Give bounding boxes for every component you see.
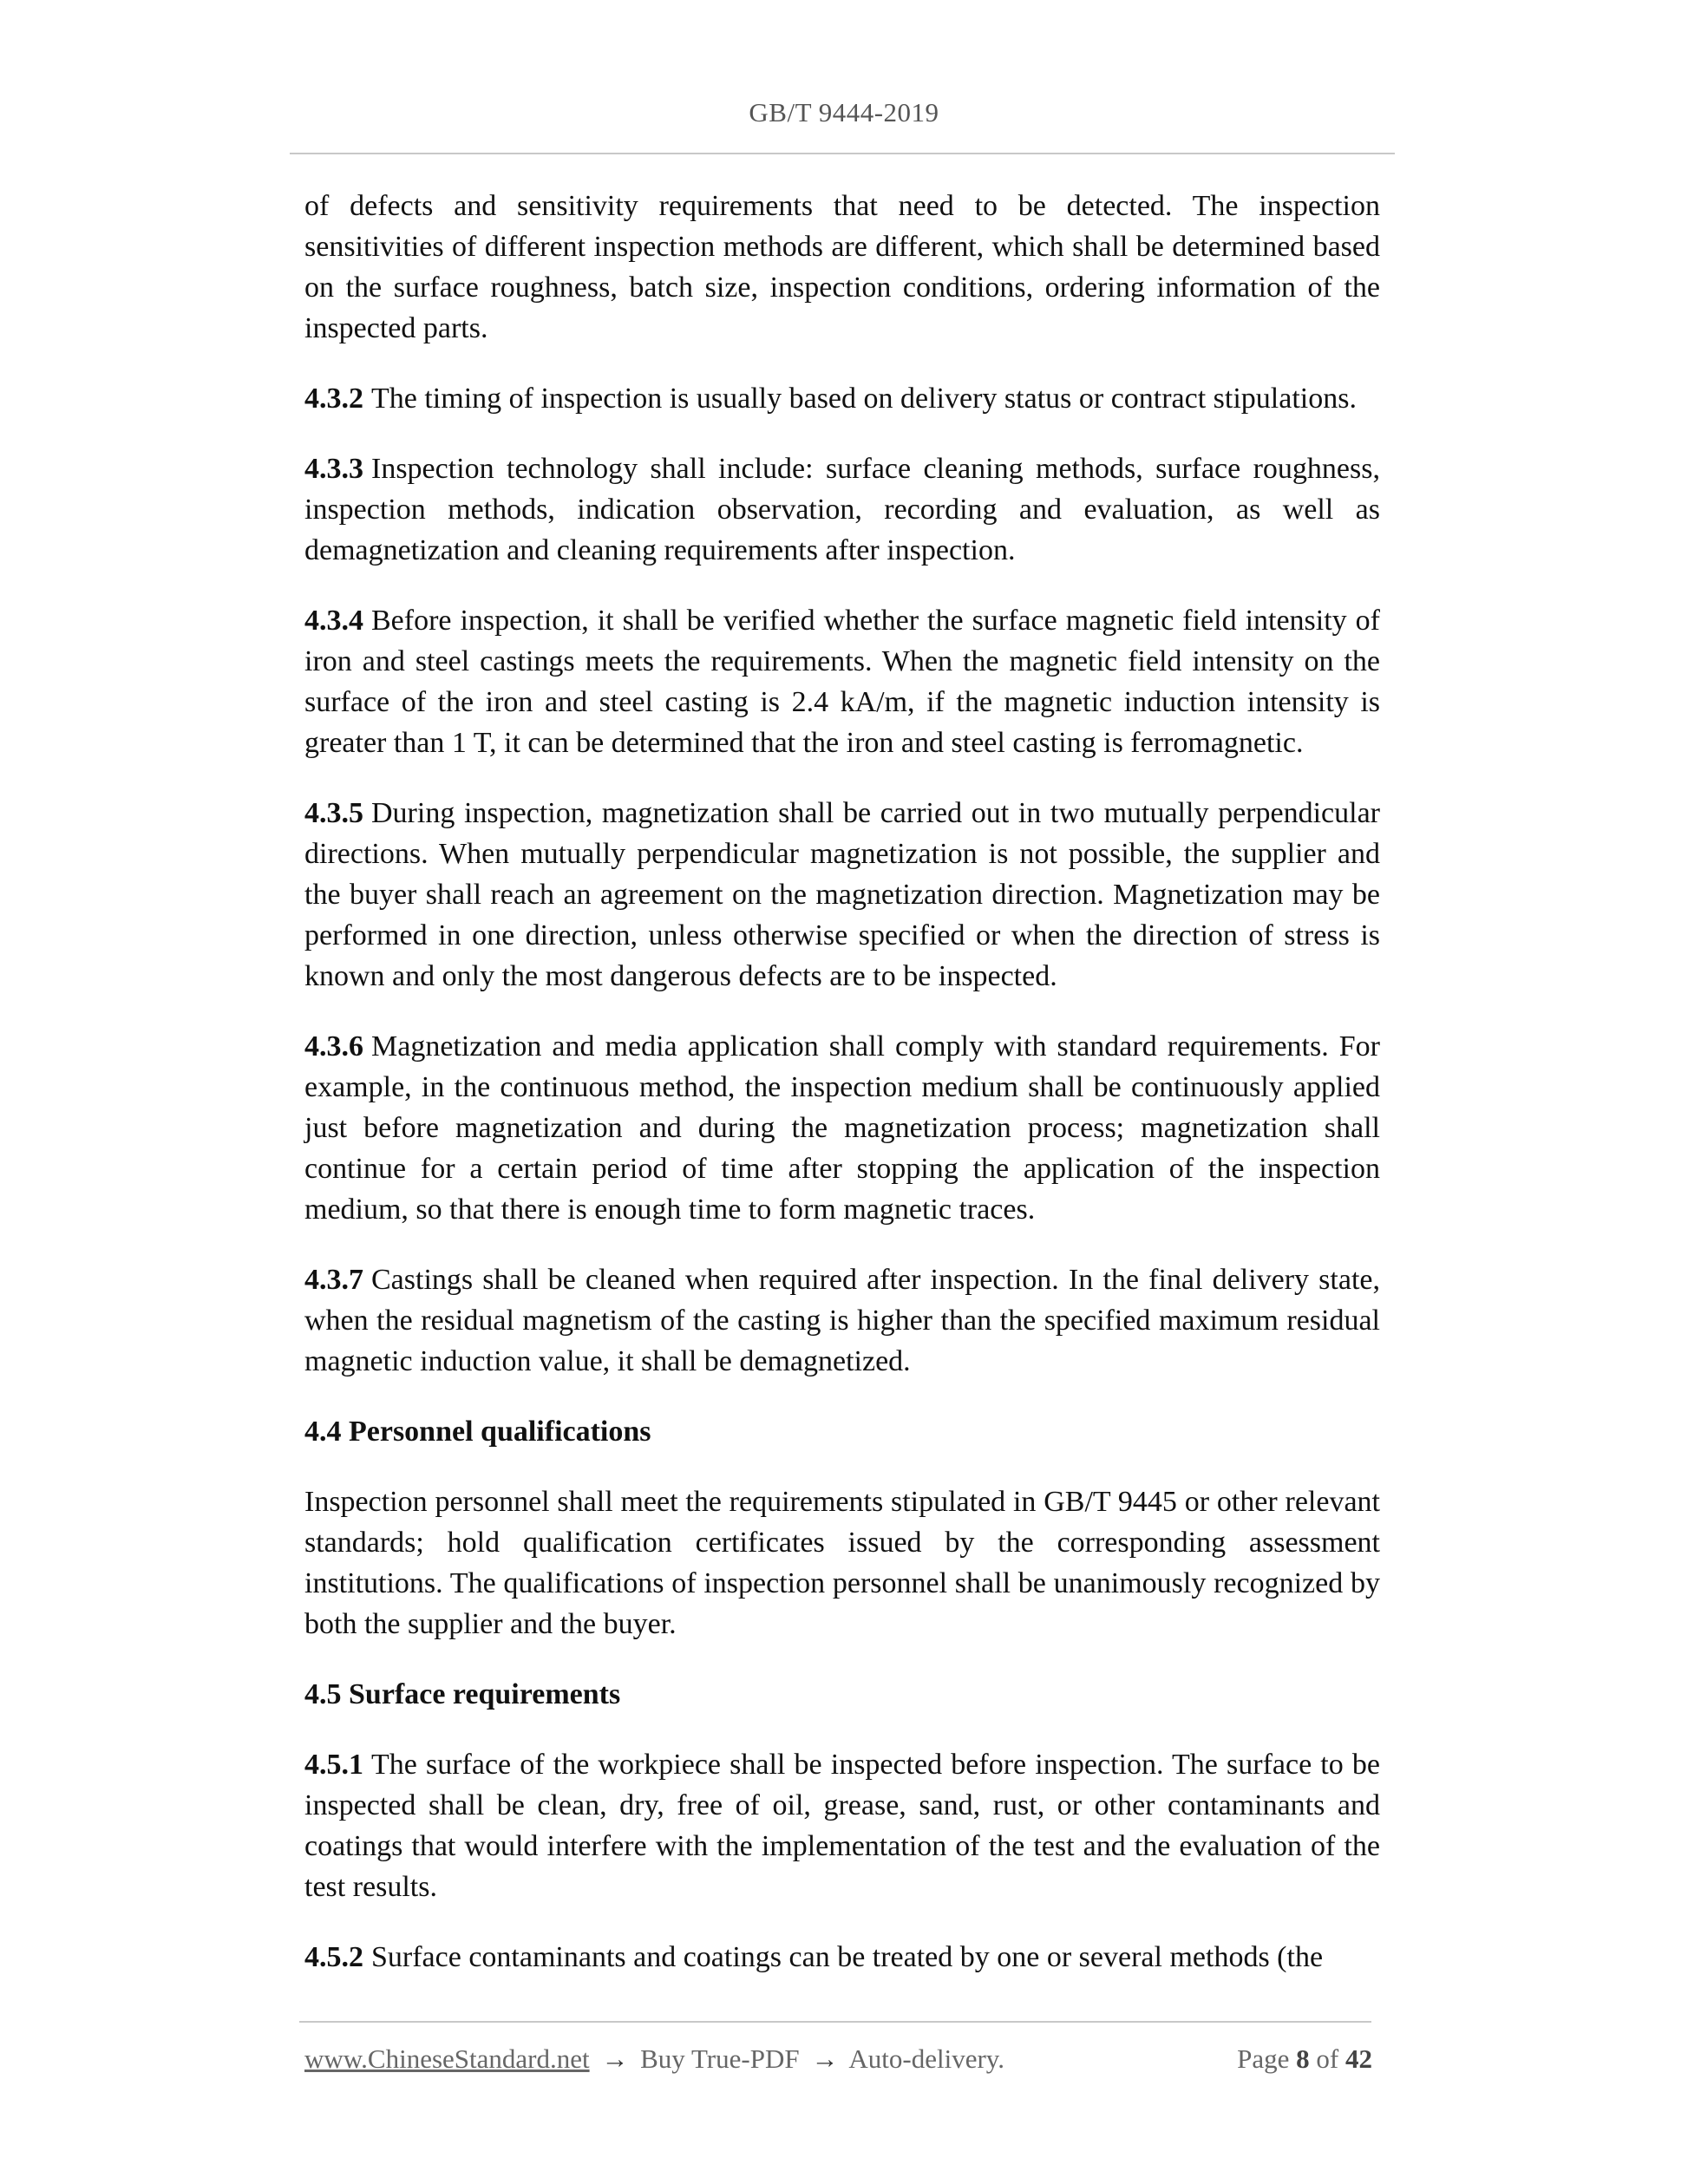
paragraph-continued xyxy=(304,186,1380,349)
paragraph-text: of defects and sensitivity requirements that need to be detected. The inspection sensitivities of different inspection methods are different, which shall be determined based on the surface roughness, batch size, inspection conditions, ordering information of the inspected parts. xyxy=(304,190,1380,344)
clause-number: 4.5.2 xyxy=(304,1941,363,1973)
clause-text: During inspection, magnetization shall be carried out in two mutually perpendicular directions. When mutually perpendicular magnetization is not possible, the supplier and the buyer shall reach an agreement on the magnetization direction. Magnetization may be performed in one direction, unless otherwise specified or when the direction of stress is known and only the most dangerous defects are to be inspected. xyxy=(304,797,1380,992)
clause-number: 4.3.7 xyxy=(304,1264,363,1296)
current-page: 8 xyxy=(1296,2043,1310,2074)
clause-text: Inspection technology shall include: surface cleaning methods, surface roughness, inspection methods, indication observation, recording and evaluation, as well as demagnetization and cleaning requirements after inspection. xyxy=(304,453,1380,566)
clause-4-3-4 xyxy=(304,600,1380,763)
clause-4-3-6 xyxy=(304,1026,1380,1230)
clause-number: 4.3.4 xyxy=(304,605,363,637)
clause-number: 4.3.3 xyxy=(304,453,363,485)
clause-text: Before inspection, it shall be verified whether the surface magnetic field intensity of iron and steel castings meets the requirements. When the magnetic field intensity on the surface of the iron and steel casting is 2.4 kA/m, if the magnetic induction intensity is greater than 1 T, it can be determined that the iron and steel casting is ferromagnetic. xyxy=(304,605,1380,759)
footer-divider xyxy=(299,2021,1371,2023)
clause-4-5-2 xyxy=(304,1937,1380,1978)
clause-number: 4.3.5 xyxy=(304,797,363,829)
arrow-right-icon: → xyxy=(811,2043,839,2074)
document-body xyxy=(304,186,1380,2007)
clause-4-3-3 xyxy=(304,448,1380,571)
page-label: Page xyxy=(1237,2043,1290,2074)
clause-4-5-1 xyxy=(304,1744,1380,1907)
clause-number: 4.3.2 xyxy=(304,383,363,415)
buy-pdf-text: Buy True-PDF xyxy=(640,2043,800,2074)
footer-promo xyxy=(304,2043,1004,2075)
clause-4-3-2 xyxy=(304,378,1380,419)
clause-4-3-7 xyxy=(304,1259,1380,1382)
section-heading-4-5: 4.5 Surface requirements xyxy=(304,1678,621,1710)
auto-delivery-text: Auto-delivery. xyxy=(848,2043,1005,2074)
clause-text: The timing of inspection is usually based on delivery status or contract stipulations. xyxy=(371,383,1357,415)
clause-text: Surface contaminants and coatings can be treated by one or several methods (the xyxy=(371,1941,1324,1973)
clause-text: Castings shall be cleaned when required after inspection. In the final delivery state, when the residual magnetism of the casting is higher than the specified maximum residual magnetic induction value, it shall be demagnetized. xyxy=(304,1264,1380,1377)
header-divider xyxy=(290,153,1395,154)
of-label: of xyxy=(1316,2043,1339,2074)
arrow-right-icon: → xyxy=(601,2043,629,2074)
clause-number: 4.5.1 xyxy=(304,1749,363,1781)
page-number xyxy=(1237,2043,1372,2075)
section-heading-4-4: 4.4 Personnel qualifications xyxy=(304,1416,651,1448)
clause-number: 4.3.6 xyxy=(304,1030,363,1063)
section-4-4-text: Inspection personnel shall meet the requirements stipulated in GB/T 9445 or other relevant standards; hold qualification certificates issued by the corresponding assessment institutions. The qualifications of inspection personnel shall be unanimously recognized by both the supplier and the buyer. xyxy=(304,1486,1380,1640)
website-link[interactable]: www.ChineseStandard.net xyxy=(304,2043,590,2074)
page-header-title: GB/T 9444-2019 xyxy=(749,97,939,128)
total-pages: 42 xyxy=(1345,2043,1372,2074)
clause-4-3-5 xyxy=(304,793,1380,997)
clause-text: Magnetization and media application shall comply with standard requirements. For example, in the continuous method, the inspection medium shall be continuously applied just before magnetization and during the magnetization process; magnetization shall continue for a certain period of time after stopping the application of the inspection medium, so that there is enough time to form magnetic traces. xyxy=(304,1030,1380,1226)
clause-text: The surface of the workpiece shall be inspected before inspection. The surface to be inspected shall be clean, dry, free of oil, grease, sand, rust, or other contaminants and coatings that would interfere with the implementation of the test and the evaluation of the test results. xyxy=(304,1749,1380,1903)
